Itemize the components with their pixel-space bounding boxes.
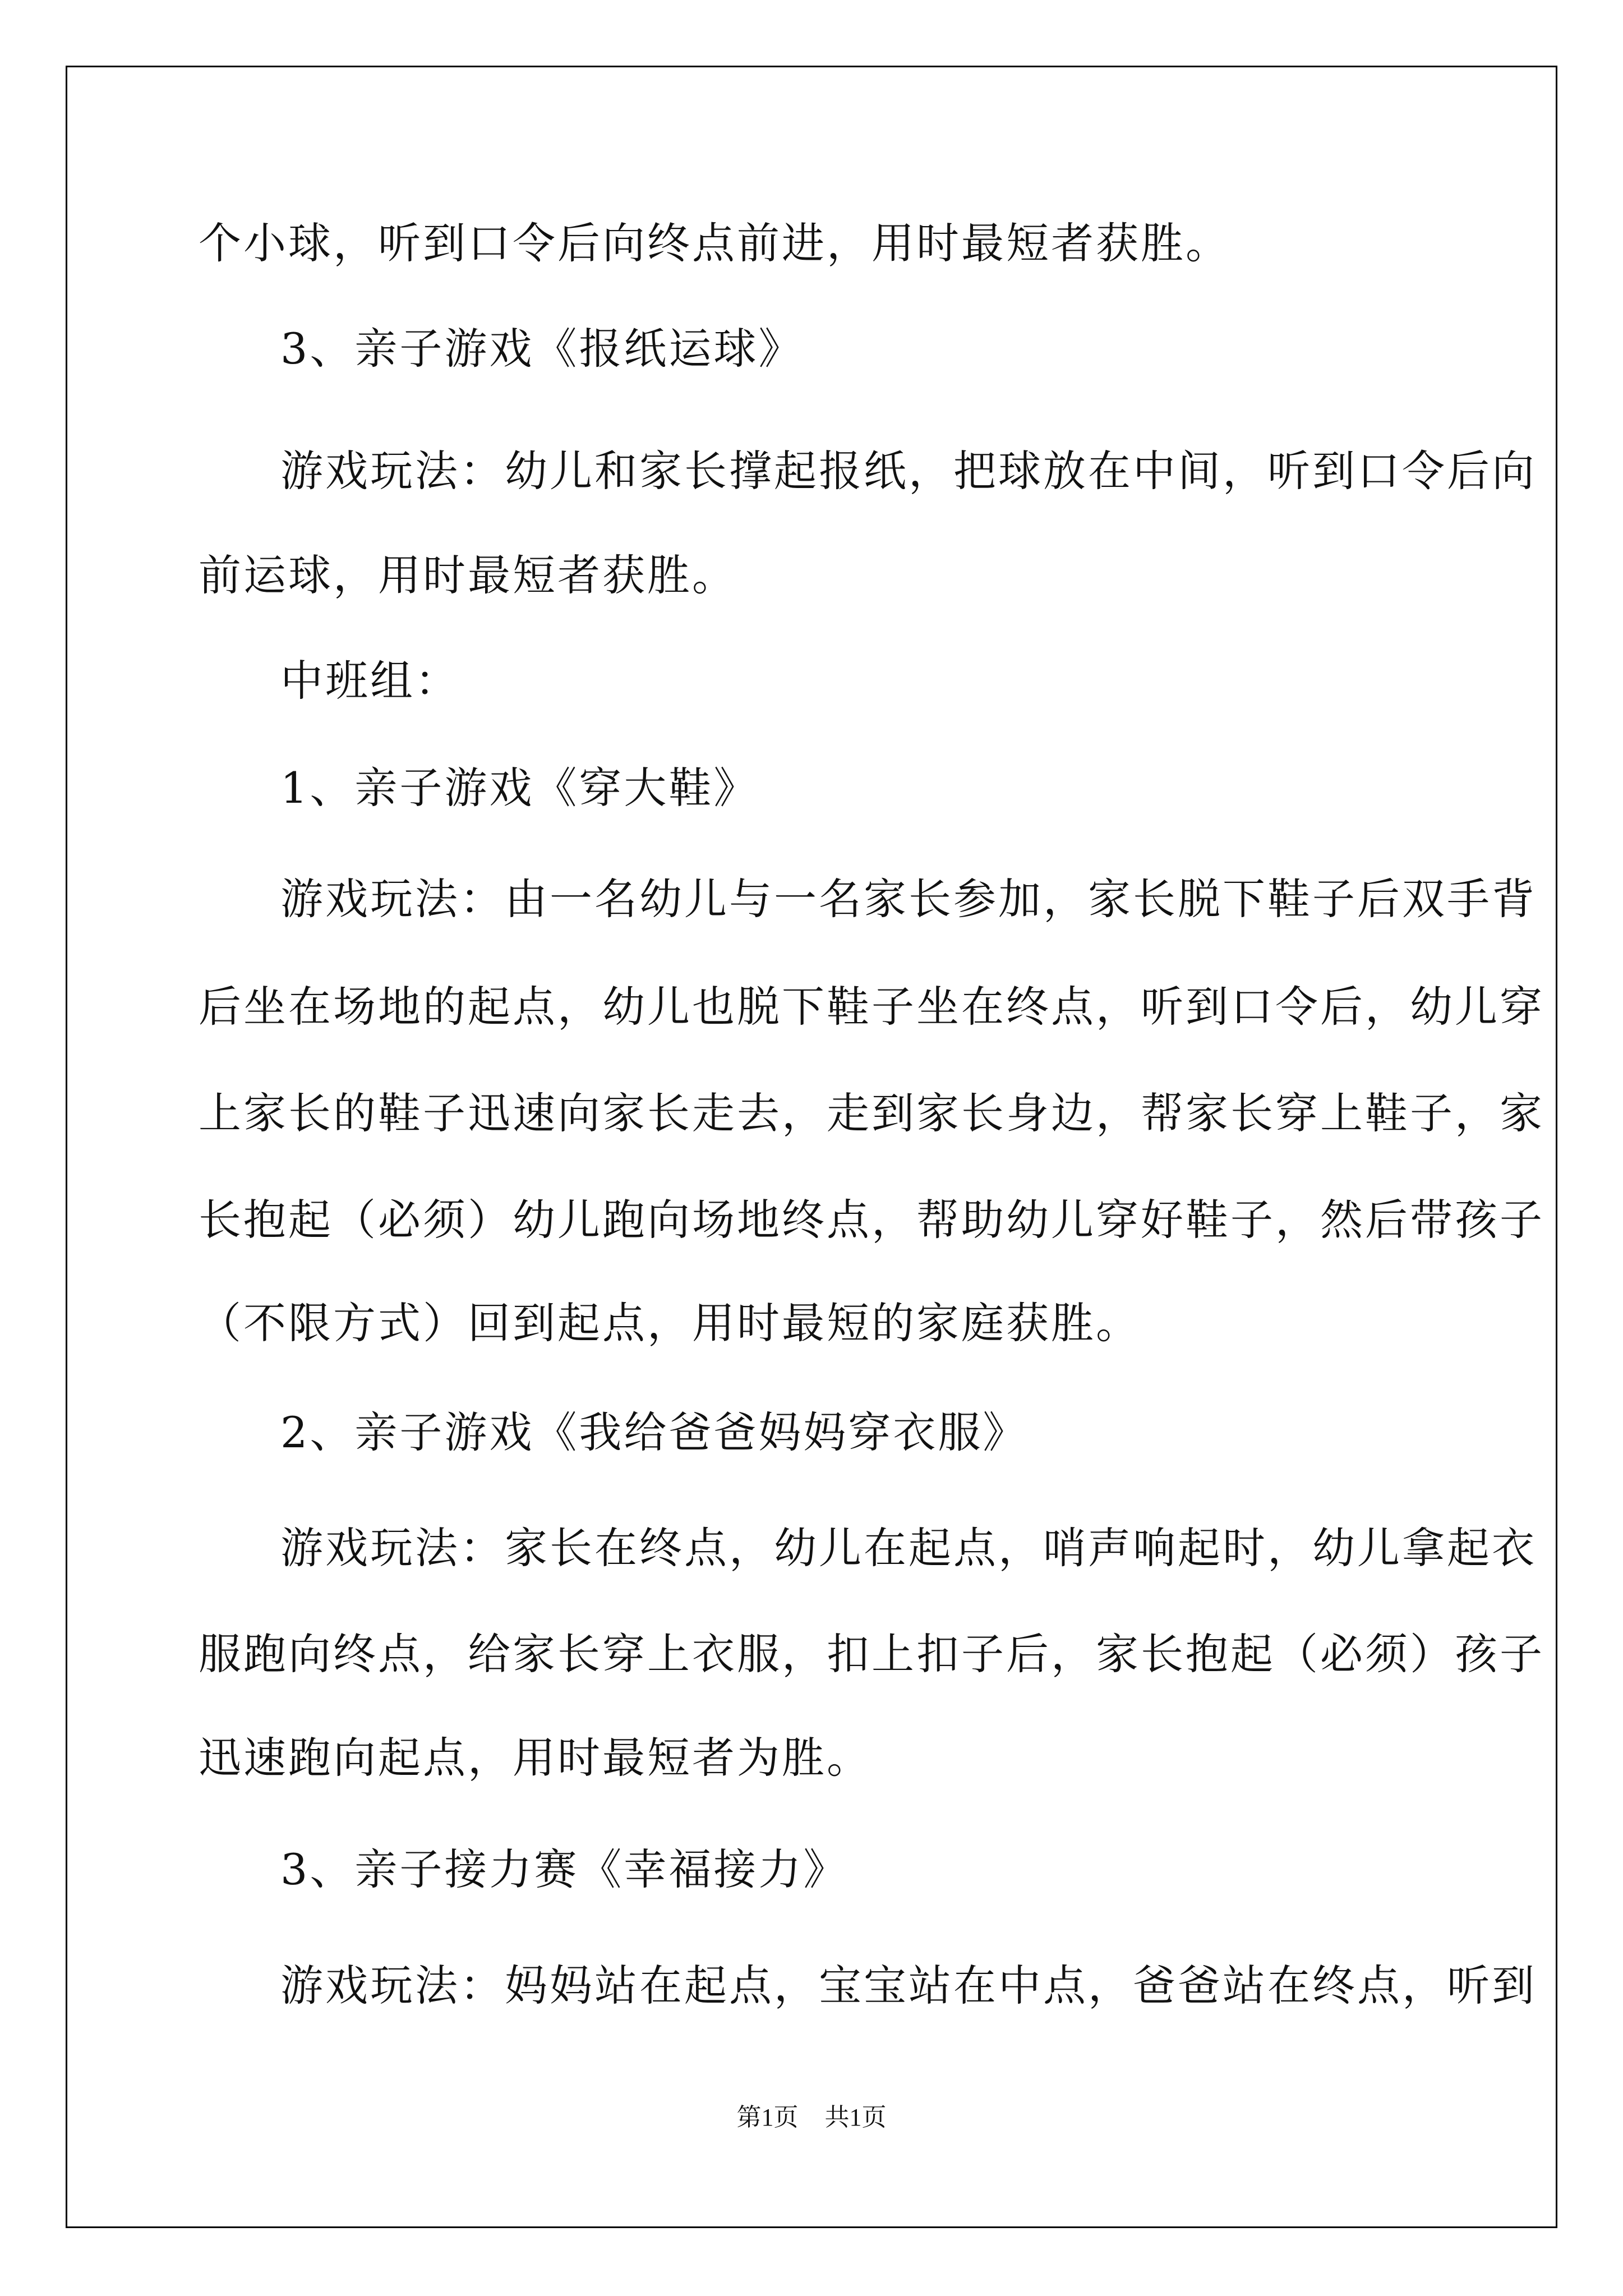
heading-line: 2、亲子游戏《我给爸爸妈妈穿衣服》 [280, 1407, 1028, 1457]
page-total: 共1页 [824, 2104, 887, 2131]
text-line: 游戏玩法：幼儿和家长撑起报纸，把球放在中间，听到口令后向 [280, 446, 1537, 496]
text-line: 服跑向终点，给家长穿上衣服，扣上扣子后，家长抱起（必须）孩子 [199, 1629, 1544, 1679]
text-line: 游戏玩法：家长在终点，幼儿在起点，哨声响起时，幼儿拿起衣 [280, 1523, 1537, 1573]
section-heading: 中班组： [280, 656, 460, 706]
heading-line: 3、亲子游戏《报纸运球》 [280, 324, 804, 374]
text-line: 上家长的鞋子迅速向家长走去，走到家长身边，帮家长穿上鞋子，家 [199, 1088, 1544, 1138]
page-number: 第1页 [736, 2104, 799, 2131]
text-line: 游戏玩法：由一名幼儿与一名家长参加，家长脱下鞋子后双手背 [280, 874, 1537, 924]
heading-line: 1、亲子游戏《穿大鞋》 [280, 763, 759, 813]
text-line: 前运球，用时最短者获胜。 [199, 550, 737, 600]
text-line: 后坐在场地的起点，幼儿也脱下鞋子坐在终点，听到口令后，幼儿穿 [199, 982, 1544, 1032]
page-border [66, 66, 1557, 2228]
heading-line: 3、亲子接力赛《幸福接力》 [280, 1844, 849, 1894]
text-line: （不限方式）回到起点，用时最短的家庭获胜。 [199, 1298, 1141, 1348]
text-line: 长抱起（必须）幼儿跑向场地终点，帮助幼儿穿好鞋子，然后带孩子 [199, 1195, 1544, 1245]
page-footer [0, 2101, 1623, 2134]
text-line: 游戏玩法：妈妈站在起点，宝宝站在中点，爸爸站在终点，听到 [280, 1961, 1537, 2010]
text-line: 迅速跑向起点，用时最短者为胜。 [199, 1733, 872, 1783]
text-line: 个小球，听到口令后向终点前进，用时最短者获胜。 [199, 218, 1230, 268]
